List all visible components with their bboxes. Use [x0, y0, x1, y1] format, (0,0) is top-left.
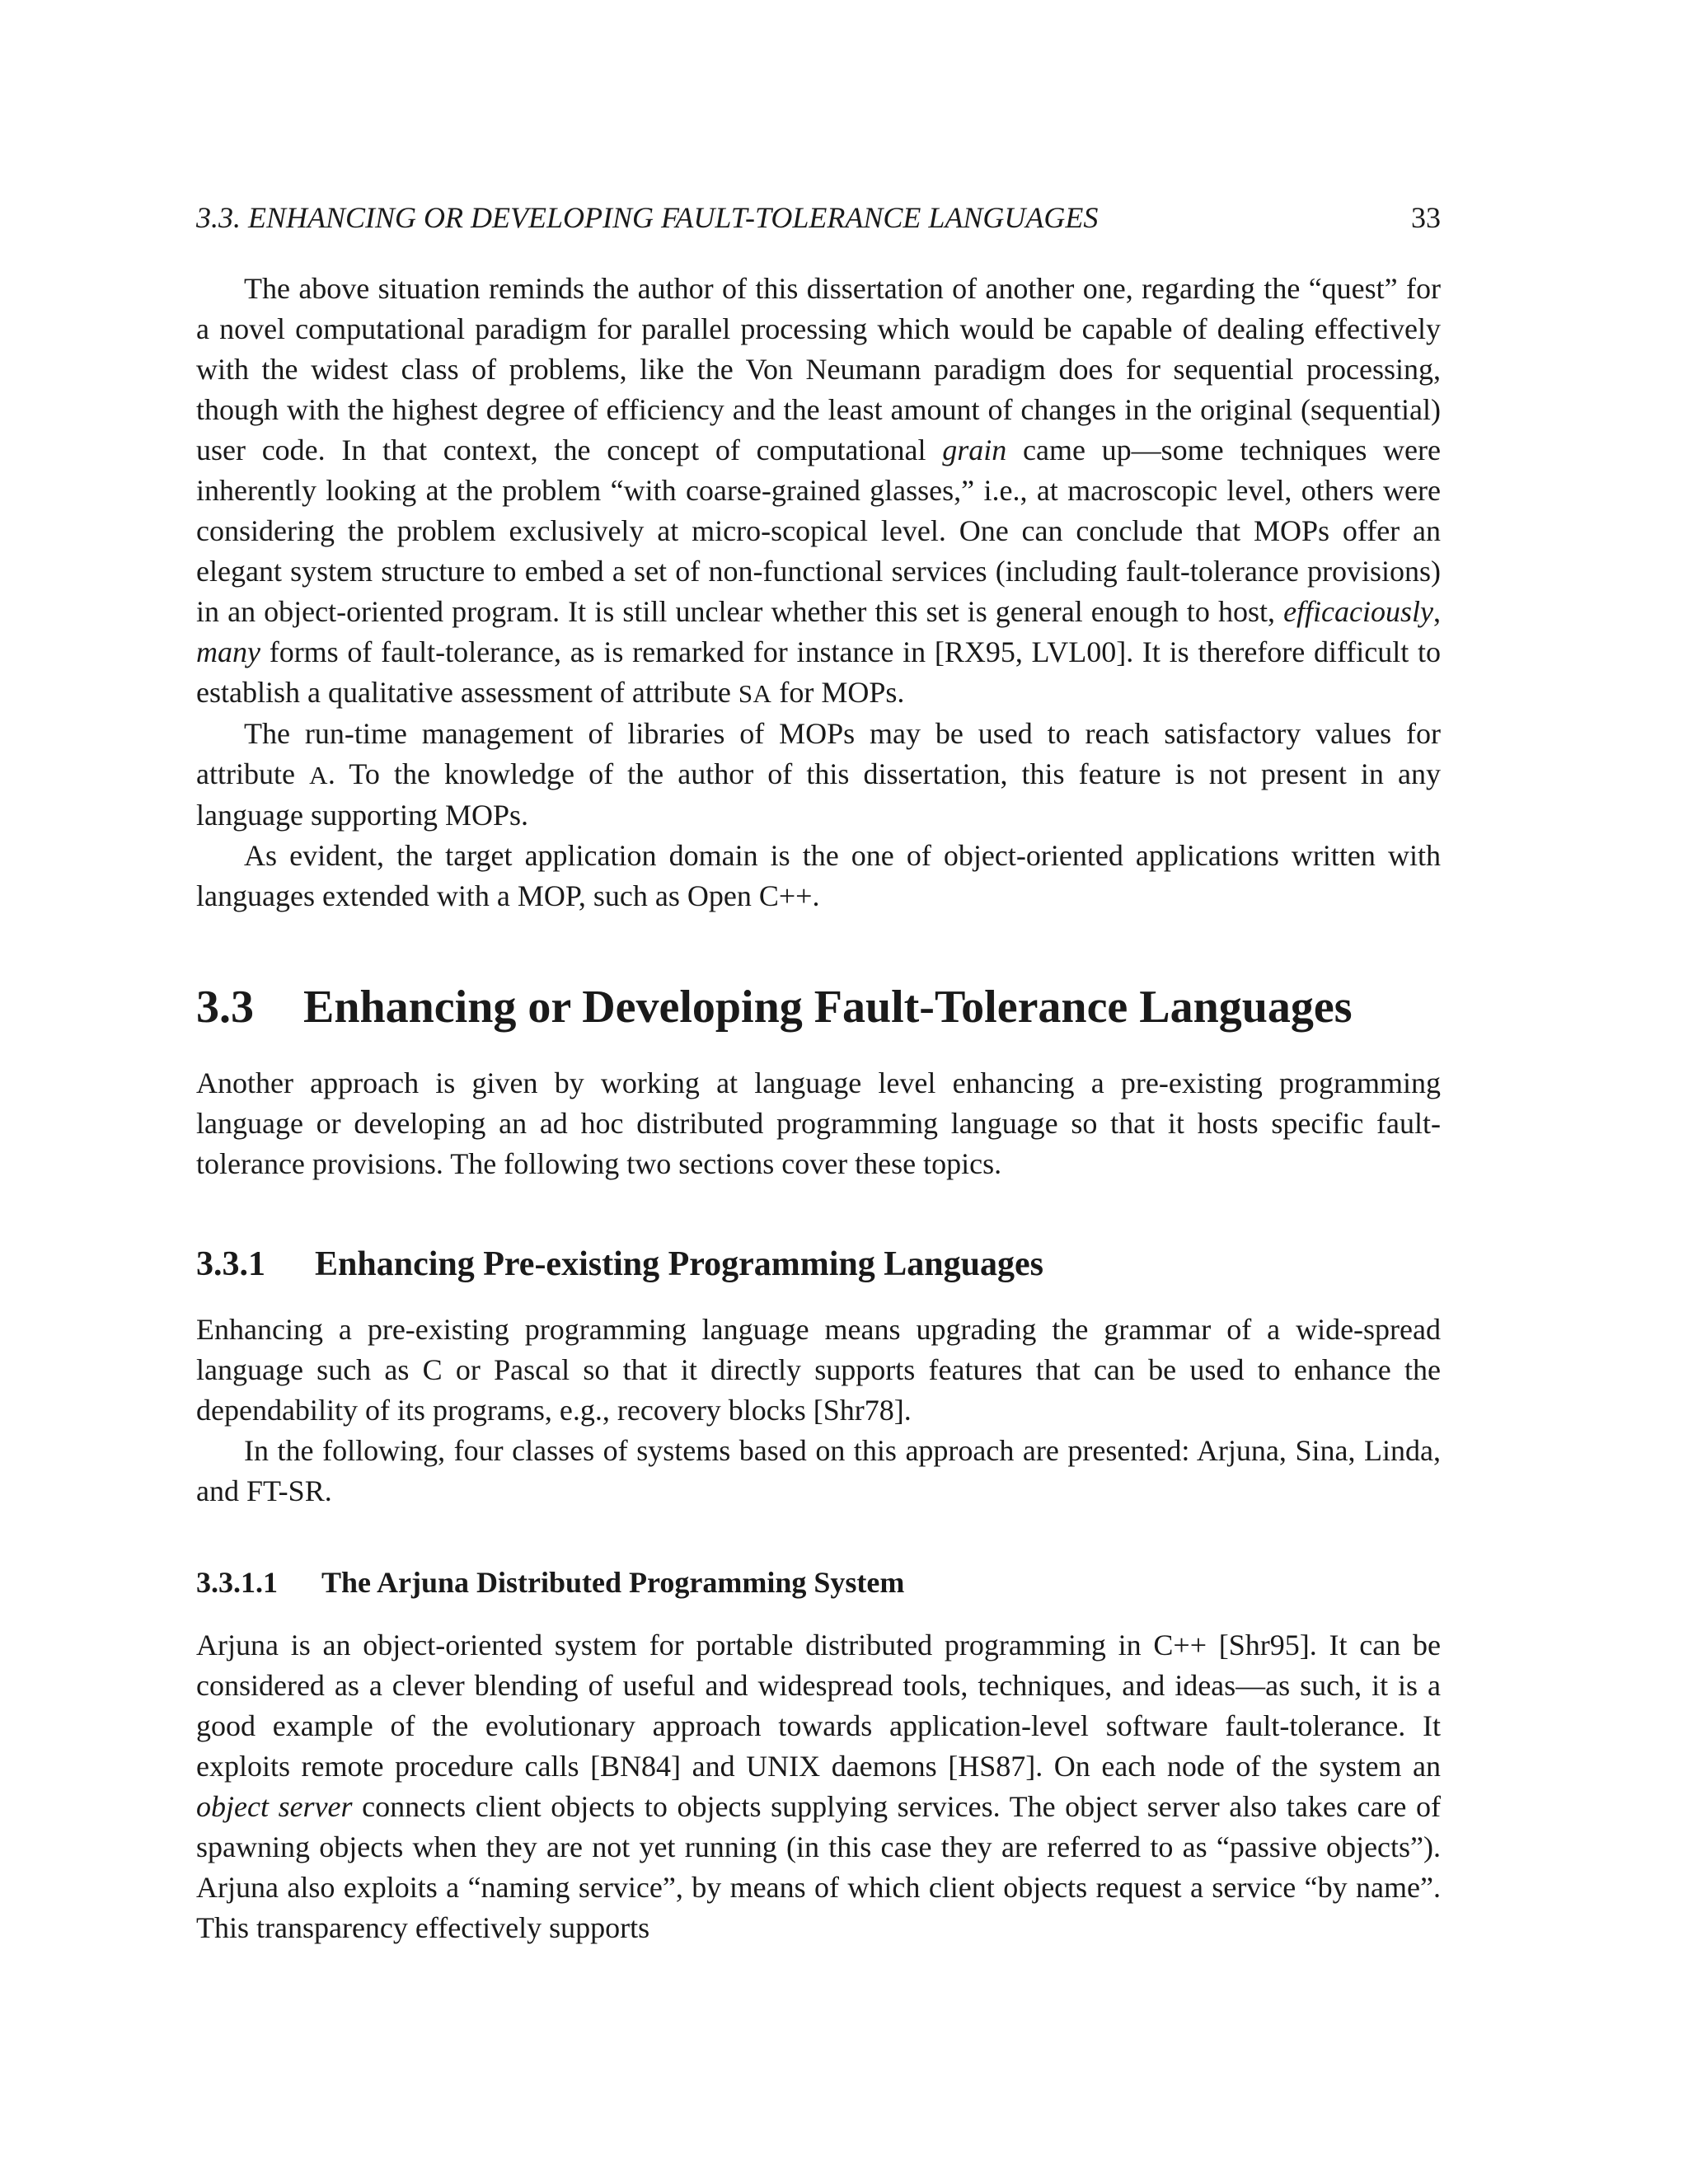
paragraph-four-classes: In the following, four classes of systems based on this approach are presented: Arjuna, Sina, Linda, and FT-SR.: [196, 1434, 1441, 1507]
paragraph-target-domain: As evident, the target application domain is the one of object-oriented applications written with languages extended with a MOP, such as Open C++.: [196, 839, 1441, 912]
subsubsection-title: The Arjuna Distributed Programming System: [321, 1566, 905, 1599]
text-run: came up—some techniques were inherently looking at the problem “with coarse-grained glasses,” i.e., at macroscopic level, others were considering the problem exclusively at micro-scopical level. One can conclude that MOPs offer an elegant system structure to embed a set of non-functional services (including fault-tolerance provisions) in an object-oriented program. It is still unclear whether this set is general enough to host,: [196, 434, 1442, 628]
running-header: [196, 198, 1441, 237]
running-title: 3.3. ENHANCING OR DEVELOPING FAULT-TOLERANCE LANGUAGES: [196, 201, 1099, 234]
subsection-heading: [196, 1242, 1441, 1286]
text-run: for MOPs.: [771, 676, 905, 709]
attribute-a: A: [309, 761, 328, 790]
emphasis-object-server: object server: [196, 1790, 353, 1823]
section-title: Enhancing or Developing Fault-Tolerance Languages: [303, 982, 1353, 1033]
text-run: ,: [1433, 595, 1441, 628]
text-run: connects client objects to objects supplying services. The object server also takes care of spawning objects when they are not yet running (in this case they are referred to as “passive objects”). Arjuna also exploits a “naming service”, by means of which client objects request a service “by name”. This transparency effectively supports: [196, 1790, 1441, 1944]
page: [196, 198, 1441, 1948]
section-heading: [196, 979, 1441, 1035]
section-intro-paragraph: Another approach is given by working at language level enhancing a pre-existing programming language or developing an ad hoc distributed programming language so that it hosts specific fault-tolerance provisions. The following two sections cover these topics.: [196, 1066, 1441, 1180]
subsection-title: Enhancing Pre-existing Programming Languages: [315, 1245, 1043, 1283]
emphasis-many: many: [196, 635, 260, 668]
text-run: The run-time management of libraries of MOPs may be used to reach satisfactory values for attribute: [196, 717, 1441, 790]
subsubsection-number: 3.3.1.1: [196, 1566, 278, 1599]
subsubsection-heading: [196, 1563, 1441, 1602]
subsection-number: 3.3.1: [196, 1245, 265, 1283]
text-run: . To the knowledge of the author of this dissertation, this feature is not present in any language supporting MOPs.: [196, 757, 1442, 832]
emphasis-efficaciously: efficaciously: [1283, 595, 1433, 628]
paragraph-mop-grain: [196, 269, 1441, 714]
text-run: forms of fault-tolerance, as is remarked for instance in [RX95, LVL00]. It is therefore difficult to establish a qualitative assessment of attribute: [196, 635, 1441, 709]
text-run: The above situation reminds the author of this dissertation of another one, regarding the “quest” for a novel computational paradigm for parallel processing which would be capable of dealing effectively with the widest class of problems, like the Von Neumann paradigm does for sequential processing, though with the highest degree of efficiency and the least amount of changes in the original (sequential) user code. In that context, the concept of computational: [196, 272, 1441, 466]
paragraph-arjuna: [196, 1625, 1441, 1948]
paragraph-runtime-management: [196, 714, 1441, 836]
page-number: 33: [1411, 201, 1441, 234]
section-number: 3.3: [196, 982, 254, 1033]
attribute-sa: SA: [738, 679, 772, 708]
emphasis-grain: grain: [942, 434, 1007, 466]
paragraph-enhancing-languages: Enhancing a pre-existing programming language means upgrading the grammar of a wide-spread language such as C or Pascal so that it directly supports features that can be used to enhance the dependability of its programs, e.g., recovery blocks [Shr78].: [196, 1313, 1441, 1427]
text-run: Arjuna is an object-oriented system for portable distributed programming in C++ [Shr95]. It can be considered as a clever blending of useful and widespread tools, techniques, and ideas—as such, it is a good example of the evolutionary approach towards application-level software fault-tolerance. It exploits remote procedure calls [BN84] and UNIX daemons [HS87]. On each node of the system an: [196, 1629, 1441, 1783]
